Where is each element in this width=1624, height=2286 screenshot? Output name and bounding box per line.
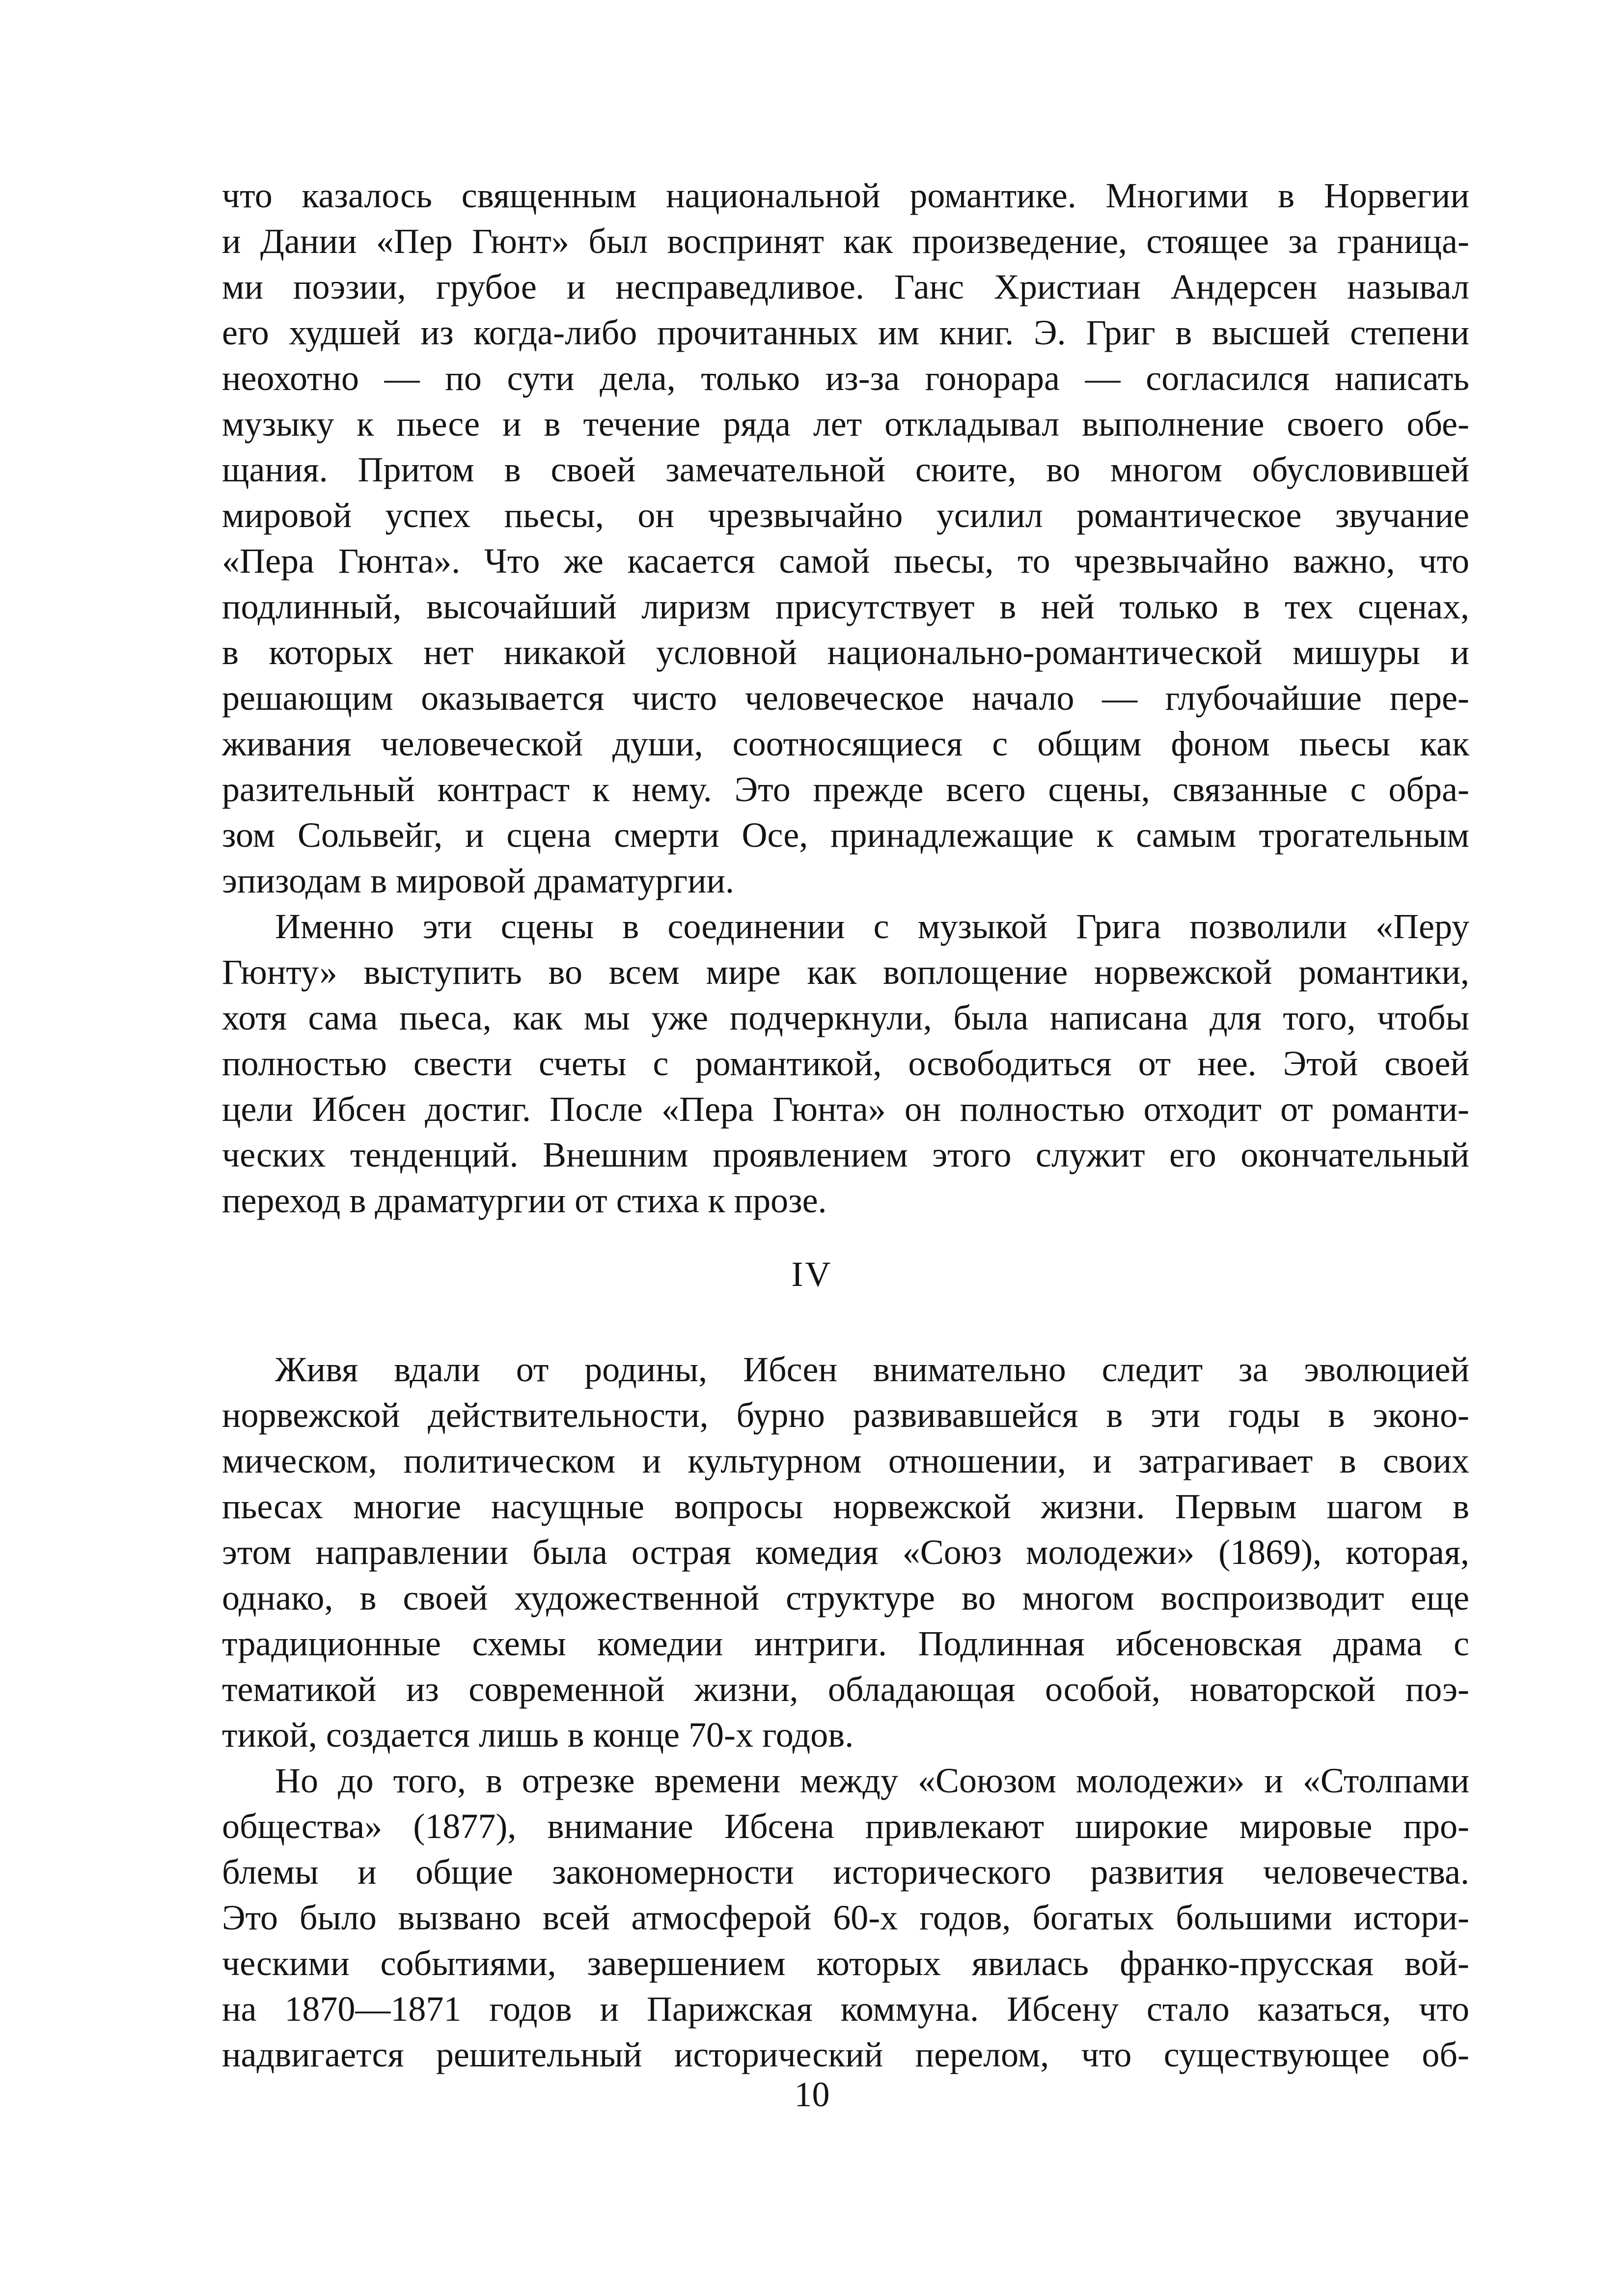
text-line: в которых нет никакой условной национально-романтической мишуры и (222, 633, 1469, 672)
text-line: зом Сольвейг, и сцена смерти Осе, принадлежащие к самым трогательным (222, 815, 1469, 855)
text-line: решающим оказывается чисто человеческое начало — глубочайшие пере- (222, 678, 1469, 718)
text-line: живания человеческой души, соотносящиеся с общим фоном пьесы как (222, 724, 1469, 763)
text-line: цели Ибсен достиг. После «Пера Гюнта» он полностью отходит от романти- (222, 1089, 1469, 1129)
text-line: тематикой из современной жизни, обладающая особой, новаторской поэ- (222, 1670, 1469, 1709)
text-line: переход в драматургии от стиха к прозе. (222, 1181, 827, 1220)
paragraph (222, 904, 1469, 1224)
text-line: Это было вызвано всей атмосферой 60-х годов, богатых большими истори- (222, 1898, 1469, 1937)
text-line: Гюнту» выступить во всем мире как воплощение норвежской романтики, (222, 952, 1469, 992)
text-line: что казалось священным национальной романтике. Многими в Норвегии (222, 176, 1469, 215)
text-line: надвигается решительный исторический перелом, что существующее об- (222, 2035, 1469, 2074)
text-line: норвежской действительности, бурно развивавшейся в эти годы в эконо- (222, 1395, 1469, 1435)
paragraph (222, 1347, 1469, 1758)
text-line: традиционные схемы комедии интриги. Подлинная ибсеновская драма с (222, 1624, 1469, 1663)
text-line: и Дании «Пер Гюнт» был воспринят как произведение, стоящее за граница- (222, 222, 1469, 261)
text-line: пьесах многие насущные вопросы норвежской жизни. Первым шагом в (222, 1487, 1469, 1526)
text-line: блемы и общие закономерности исторического развития человечества. (222, 1852, 1469, 1892)
text-line: мировой успех пьесы, он чрезвычайно усилил романтическое звучание (222, 496, 1469, 535)
text-line: подлинный, высочайший лиризм присутствует в ней только в тех сценах, (222, 587, 1469, 626)
text-line: мическом, политическом и культурном отношении, и затрагивает в своих (222, 1441, 1469, 1480)
text-line: неохотно — по сути дела, только из-за гонорара — согласился написать (222, 359, 1469, 398)
text-line: ми поэзии, грубое и несправедливое. Ганс Христиан Андерсен называл (222, 267, 1469, 307)
text-line: этом направлении была острая комедия «Союз молодежи» (1869), которая, (222, 1533, 1469, 1572)
text-after-section (222, 1347, 1469, 2078)
text-line: «Пера Гюнта». Что же касается самой пьесы, то чрезвычайно важно, что (222, 541, 1469, 581)
page-number: 10 (794, 2075, 830, 2114)
text-line: музыку к пьесе и в течение ряда лет откладывал выполнение своего обе- (222, 404, 1469, 444)
text-line: разительный контраст к нему. Это прежде всего сцены, связанные с обра- (222, 770, 1469, 809)
text-line: ческими событиями, завершением которых явилась франко-прусская вой- (222, 1944, 1469, 1983)
section-heading: IV (791, 1255, 833, 1294)
text-line: ческих тенденций. Внешним проявлением этого служит его окончательный (222, 1135, 1469, 1174)
text-line: Именно эти сцены в соединении с музыкой Грига позволили «Перу (275, 907, 1469, 946)
text-line: щания. Притом в своей замечательной сюите, во многом обусловившей (222, 450, 1469, 489)
text-line: его худшей из когда-либо прочитанных им книг. Э. Григ в высшей степени (222, 313, 1469, 352)
text-before-section (222, 173, 1469, 1224)
text-line: Но до того, в отрезке времени между «Союзом молодежи» и «Столпами (275, 1761, 1469, 1800)
text-line: на 1870—1871 годов и Парижская коммуна. Ибсену стало казаться, что (222, 1989, 1469, 2029)
paragraph (222, 1758, 1469, 2078)
text-line: однако, в своей художественной структуре во многом воспроизводит еще (222, 1578, 1469, 1617)
paragraph (222, 173, 1469, 904)
text-line: тикой, создается лишь в конце 70-х годов. (222, 1715, 854, 1755)
text-line: общества» (1877), внимание Ибсена привлекают широкие мировые про- (222, 1807, 1469, 1846)
text-line: эпизодам в мировой драматургии. (222, 861, 735, 900)
text-line: полностью свести счеты с романтикой, освободиться от нее. Этой своей (222, 1044, 1469, 1083)
text-line: хотя сама пьеса, как мы уже подчеркнули, была написана для того, чтобы (222, 998, 1469, 1037)
text-line: Живя вдали от родины, Ибсен внимательно следит за эволюцией (275, 1350, 1469, 1389)
